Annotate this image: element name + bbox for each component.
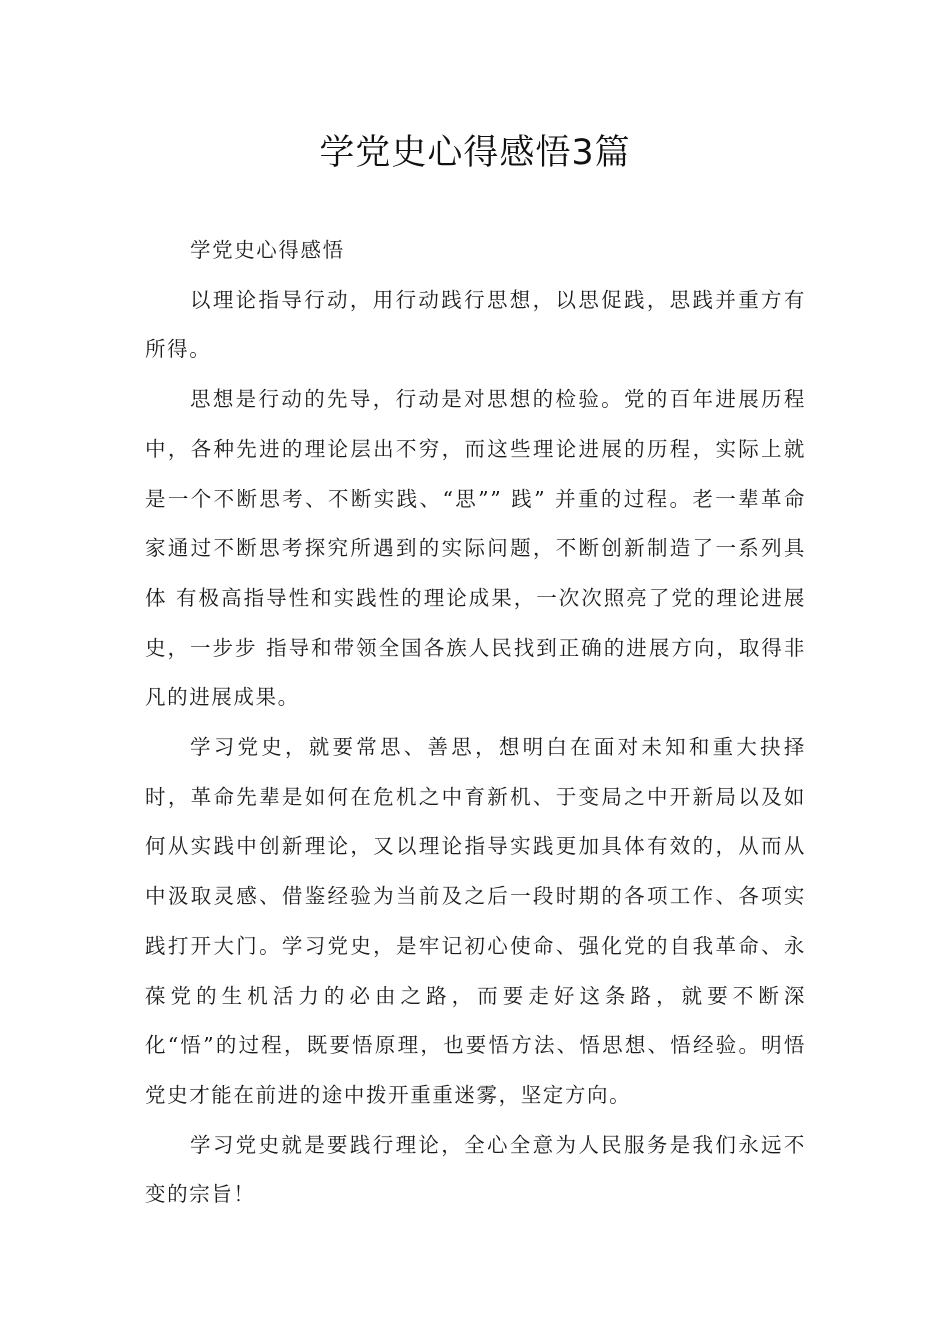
paragraph-heading: 学党史心得感悟 (190, 238, 345, 262)
document-body (145, 226, 806, 1220)
paragraph: 以理论指导行动，用行动践行思想，以思促践，思践并重方有所得。 (145, 287, 806, 362)
paragraph: 思想是行动的先导，行动是对思想的检验。党的百年进展历程中，各种先进的理论层出不穷，而这些理论进展的历程，实际上就是一个不断思考、不断实践、“思”” 践” 并重的过程。老一辈革命家通过不断思考探究所遇到的实际问题，不断创新制造了一系列具体 有极高指导性和实践性的理论成果，一次次照亮了党的理论进展史，一步步 指导和带领全国各族人民找到正确的进展方向，取得非凡的进展成果。 (145, 387, 806, 710)
paragraph: 学习党史就是要践行理论，全心全意为人民服务是我们永远不变的宗旨！ (145, 1132, 806, 1207)
document-title: 学党史心得感悟3篇 (319, 133, 631, 173)
paragraph: 学习党史，就要常思、善思，想明白在面对未知和重大抉择时，革命先辈是如何在危机之中育新机、于变局之中开新局以及如何从实践中创新理论，又以理论指导实践更加具体有效的，从而从中汲取灵感、借鉴经验为当前及之后一段时期的各项工作、各项实践打开大门。学习党史，是牢记初心使命、强化党的自我革命、永葆党的生机活力的必由之路，而要走好这条路，就要不断深化“悟”的过程，既要悟原理，也要悟方法、悟思想、悟经验。明悟党史才能在前进的途中拨开重重迷雾，坚定方向。 (145, 735, 806, 1107)
